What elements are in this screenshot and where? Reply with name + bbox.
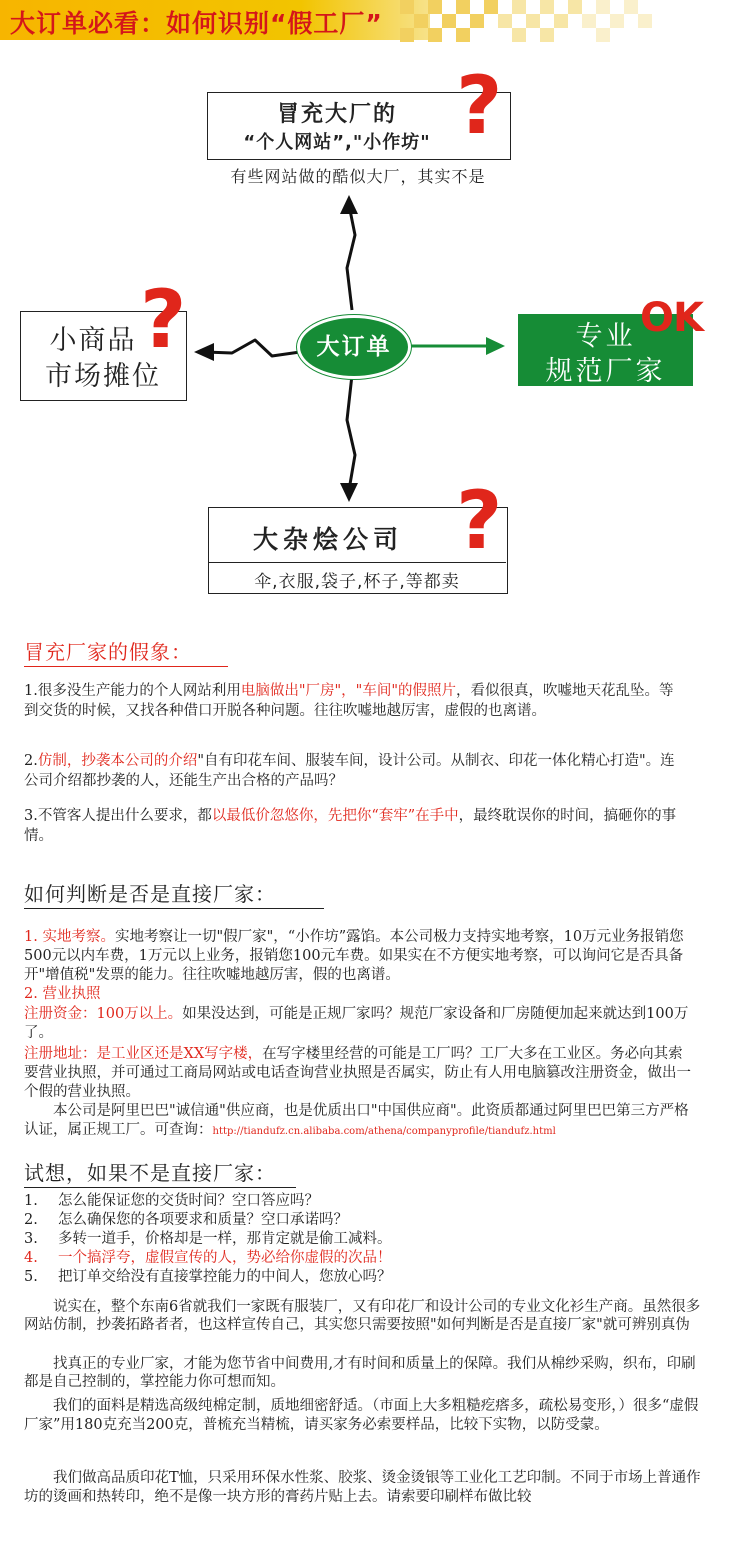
text: 1.很多没生产能力的个人网站利用	[24, 683, 241, 699]
section2-item1	[24, 928, 694, 985]
text: ，最终耽误你的时间，搞砸你的事情。	[24, 808, 677, 844]
text: 本公司是阿里巴巴"诚信通"供应商，也是优质出口"中国供应商"。此资质都通过阿里巴巴第三方严格认证，属正规工厂。可查询：	[24, 1103, 689, 1138]
list-item	[24, 1248, 684, 1267]
list-text: 怎么能保证您的交货时间？空口答应吗？	[58, 1193, 319, 1209]
ok-mark: OK	[640, 295, 703, 341]
highlight-text: 注册资金：100万以上。	[24, 1006, 183, 1022]
highlight-text: 以最低价忽悠你，先把你“套牢”在手中	[211, 808, 459, 824]
text: 在写字楼里经营的可能是工厂吗？工厂大多在工业区。务必向其索要营业执照，并可通过工商局网站或电话查询营业执照是否属实，防止有人用电脑篡改注册资金，做出一个假的营业执照。	[24, 1046, 691, 1100]
highlight-text: 电脑做出"厂房"，"车间"的假照片	[240, 683, 457, 699]
list-item	[24, 1191, 684, 1210]
section2-item4	[24, 1045, 694, 1102]
page-title: 大订单必看：如何识别“假工厂”	[10, 9, 383, 38]
section2-item5	[24, 1102, 694, 1141]
alibaba-profile-link[interactable]: http://tiandufz.cn.alibaba.com/athena/companyprofile/tiandufz.html	[212, 1126, 556, 1137]
text: "自有印花车间、服装车间，设计公司。从制衣、印花一体化精心打造"。连公司介绍都抄袭的人，还能生产出合格的产品吗？	[24, 753, 675, 789]
section2-item2: 2. 营业执照	[24, 986, 101, 1002]
list-text: 把订单交给没有直接掌控能力的中间人，您放心吗？	[58, 1269, 392, 1285]
text: 3.不管客人提出什么要求，都	[24, 808, 212, 824]
list-number: 1.	[24, 1193, 38, 1209]
highlight-text: 1. 实地考察。	[24, 929, 115, 945]
center-ellipse: 大订单	[297, 315, 411, 379]
top-box-caption: 有些网站做的酷似大厂，其实不是	[230, 167, 486, 186]
text: 如果没达到，可能是正规厂家吗？规范厂家设备和厂房随便加起来就达到100万了。	[24, 1006, 689, 1041]
section1-title: 冒充厂家的假象：	[24, 636, 228, 667]
bottom-box-title: 大杂烩公司	[252, 525, 403, 554]
section3-para3: 我们的面料是精选高级纯棉定制，质地细密舒适。（市面上大多粗糙疙瘩多，疏松易变形，）很多“虚假厂家”用180克充当200克，普梳充当精梳，请买家务必索要样品，比较下实物，以防受蒙。	[24, 1398, 699, 1433]
question-mark-icon: ?	[140, 273, 187, 366]
section3-para2: 找真正的专业厂家，才能为您节省中间费用,才有时间和质量上的保障。我们从棉纱采购，织布，印刷都是自己控制的，掌控能力你可想而知。	[24, 1356, 696, 1390]
section3-para4: 我们做高品质印花T恤，只采用环保水性浆、胶浆、烫金烫银等工业化工艺印制。不同于市场上普通作坊的烫画和热转印，绝不是像一块方形的膏药片贴上去。请索要印刷样布做比较	[24, 1470, 701, 1505]
question-mark-icon: ?	[456, 59, 503, 152]
text: 实地考察让一切"假厂家"，“小作坊”露馅。本公司极力支持实地考察，10万元业务报销您500元以内车费，1万元以上业务，报销您100元车费。如果实在不方便实地考察，可以询问它是否具备开"增值税"发票的能力。往往吹嘘地越厉害，假的也离谱。	[24, 929, 684, 983]
top-box-line1: 冒充大厂的	[276, 102, 397, 127]
bottom-box-caption: 伞,衣服,袋子,杯子,等都卖	[254, 572, 460, 592]
highlight-text: 注册地址：是工业区还是XX写字楼，	[24, 1046, 263, 1062]
list-item	[24, 1229, 684, 1248]
list-number: 5.	[24, 1269, 38, 1285]
section3-title: 试想，如果不是直接厂家：	[24, 1157, 296, 1188]
question-mark-icon: ?	[456, 474, 503, 567]
section3-list	[24, 1191, 684, 1286]
text: 2.	[24, 753, 38, 769]
list-text: 一个搞浮夸，虚假宣传的人，势必给你虚假的次品！	[58, 1250, 392, 1266]
section1-para1	[24, 681, 679, 721]
section1-para2	[24, 751, 679, 791]
list-number: 2.	[24, 1212, 38, 1228]
right-box-line1: 专业	[575, 321, 636, 352]
list-number: 4.	[24, 1250, 38, 1266]
list-text: 怎么确保您的各项要求和质量？空口承诺吗？	[58, 1212, 348, 1228]
list-text: 多转一道手，价格却是一样，那肯定就是偷工减料。	[58, 1231, 392, 1247]
section3-para1: 说实在，整个东南6省就我们一家既有服装厂，又有印花厂和设计公司的专业文化衫生产商。虽然很多网站仿制，抄袭拓路者者，也这样宣传自己，其实您只需要按照"如何判断是否是直接厂家"就可辨别真伪	[24, 1299, 701, 1333]
section1-para3	[24, 806, 686, 846]
top-box-line2: “个人网站”,"小作坊"	[243, 132, 431, 153]
list-item	[24, 1210, 684, 1229]
section2-title: 如何判断是否是直接厂家：	[24, 878, 324, 909]
list-item	[24, 1267, 684, 1286]
left-box-line2: 市场摊位	[45, 361, 161, 392]
highlight-text: 仿制，抄袭本公司的介绍	[37, 753, 198, 769]
list-number: 3.	[24, 1231, 38, 1247]
right-box-line2: 规范厂家	[545, 356, 666, 387]
left-box-line1: 小商品	[49, 325, 137, 356]
text: ，看似很真，吹嘘地天花乱坠。等到交货的时候，又找各种借口开脱各种问题。往往吹嘘地越厉害，虚假的也离谱。	[24, 683, 674, 719]
section2-item3	[24, 1005, 694, 1043]
